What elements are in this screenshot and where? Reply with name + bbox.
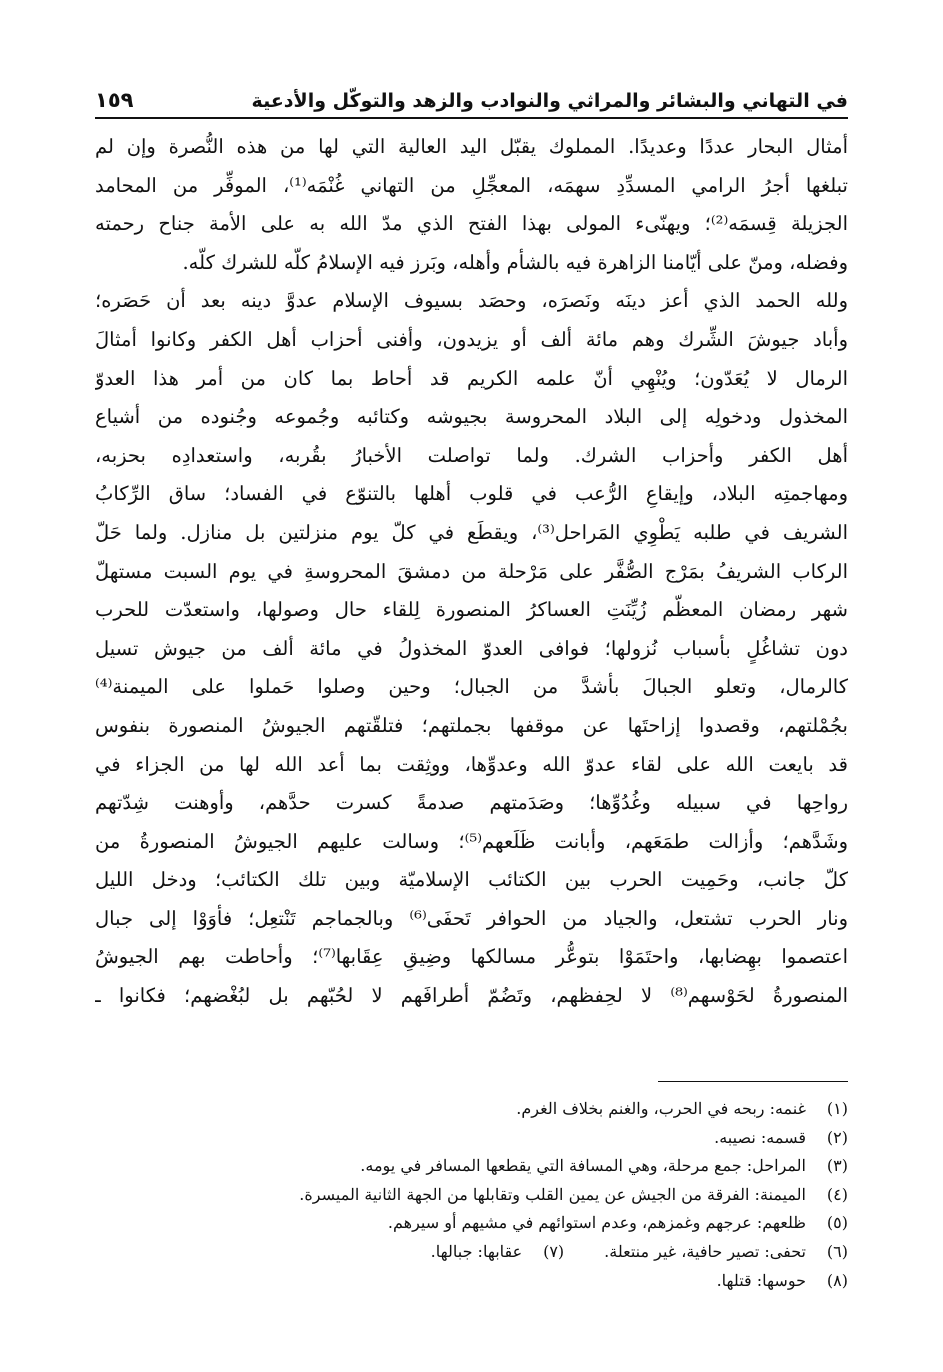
text-line: أهل الكفر وأحزاب الشرك. ولما تواصلت الأخبارُ بقُربه، واستعدادِه بحزبه، xyxy=(95,443,848,467)
text-line: وشَدَّهم؛ وأزالت طمَعَهم، وأبانت ظَلَعهم⁽⁵⁾؛ وسالت عليهم الجيوشُ المنصورةُ من xyxy=(95,829,848,853)
text-line: الجزيلة قِسمَه⁽²⁾؛ ويهنّىء المولى بهذا الفتح الذي مدّ الله به على الأمة جناح رحمته xyxy=(95,212,848,236)
main-text xyxy=(95,128,848,1016)
text-line: بجُمْلتهم، وقصدوا إزاحتَها عن موقفها بجملتهم؛ فتلقّتهم الجيوشُ المنصورة بنفوس xyxy=(95,713,848,737)
text-line: وأباد جيوشَ الشِّرك وهم مائة ألف أو يزيدون، وأفنى أحزاب أهل الكفر وكانوا أمثالَ xyxy=(95,327,848,351)
text-line: ونار الحرب تشتعل، والجياد من الحوافر تَحفَى⁽⁶⁾ وبالجماجم تَنْتعِل؛ فأوَوْا إلى جبال xyxy=(95,906,848,930)
footnote-text: حوسها: قتلها. xyxy=(716,1270,806,1290)
text-line: شهر رمضان المعظّم زُيِّنَتِ العساكرُ المنصورة لِلقاء حال وصولها، واستعدّت للحرب xyxy=(95,598,848,622)
footnote xyxy=(95,1181,848,1210)
footnote xyxy=(95,1209,848,1238)
footnote-text: الميمنة: الفرقة من الجيش عن يمين القلب وتقابلها من الجهة الثانية الميسرة. xyxy=(299,1184,806,1204)
footnote-number: (٤) xyxy=(826,1184,848,1204)
footnote-number: (٧) xyxy=(543,1241,565,1261)
footnote xyxy=(95,1238,848,1267)
header-rule xyxy=(95,117,848,119)
text-line: رواحِها في سبيله وغُدُوِّها؛ وصَدَمتهم صدمةً كسرت حدَّهم، وأوهنت شِدّتهم xyxy=(95,791,848,815)
footnote xyxy=(95,1152,848,1181)
text-line: اعتصموا بهِضابها، واحتَمَوْا بتوعُّر مسالكها وضِيقِ عِقَابها⁽⁷⁾؛ وأحاطت بهم الجيوشُ xyxy=(95,945,848,969)
footnote xyxy=(95,1124,848,1153)
text-line: كلّ جانب، وحَمِيت الحرب بين الكتائب الإسلاميّة وبين تلك الكتائب؛ ودخل الليل xyxy=(95,868,848,892)
text-line: تبلغها أجرُ الرامي المسدِّدِ سهمَه، المعجِّلِ من التهاني غُنْمَه⁽¹⁾، الموفِّر من المحامد xyxy=(95,173,848,197)
text-line: كالرمال، وتعلو الجبالَ بأشدَّ من الجبال؛ وحين وصلوا حَملوا على الميمنة⁽⁴⁾ xyxy=(95,675,848,699)
footnote-text: عقابها: جبالها. xyxy=(430,1241,523,1261)
text-line: ومهاجمتِه البلاد، وإيقاعِ الرُّعب في قلوب أهلها بالتنوّع في الفساد؛ ساق الرِّكابُ xyxy=(95,482,848,506)
footnote-text: ظلعهم: عرجهم وغمزهم، وعدم استوائهم في مشيهم أو سيرهم. xyxy=(387,1213,806,1233)
footnotes xyxy=(95,1095,848,1295)
text-line: وفضله، ومنّ على أيّامنا الزاهرة فيه بالشأم وأهله، وبَرز فيه الإسلامُ كلّه للشرك كلّه. xyxy=(182,250,848,274)
footnote-text: المراحل: جمع مرحلة، وهي المسافة التي يقطعها المسافر في يومه. xyxy=(360,1156,806,1176)
text-line: ولله الحمد الذي أعز دينَه ونَصرَه، وحصَد بسيوف الإسلام عدوَّ دينه بعد أن حَصَره؛ xyxy=(95,289,848,313)
footnote-number: (١) xyxy=(826,1099,848,1118)
text-line: قد بايعت الله على لقاء عدوّ الله وعدوِّها، ووثِقت بما أعد الله لها من الجزاء في xyxy=(95,752,848,776)
text-line: الركاب الشريفُ بمَرْج الصُّفَّر على مَرْحلة من دمشقَ المحروسةِ في يوم السبت مستهلّ xyxy=(95,559,848,583)
footnote xyxy=(95,1095,848,1124)
footnote-text: قسمه: نصيبه. xyxy=(714,1127,806,1147)
footnote-rule xyxy=(658,1081,848,1082)
text-line: الرمال لا يُعَدّون؛ ويُنْهِي أنّ علمه الكريم قد أحاط بما كان من أمر هذا العدوّ xyxy=(95,366,848,390)
page-header xyxy=(95,78,848,112)
text-line: المنصورةُ لحَوْسهم⁽⁸⁾ لا لحِفظهم، وتَضُمّ أطرافَهم لا لحُبّهم بل لبُغْضهم؛ فكانوا ـ xyxy=(95,984,848,1008)
footnote-number: (٥) xyxy=(826,1213,848,1233)
page-number: ١٥٩ xyxy=(95,88,134,112)
footnote-number: (٢) xyxy=(826,1127,848,1147)
running-title: في التهاني والبشائر والمراثي والنوادب والزهد والتوكّل والأدعية xyxy=(251,90,848,112)
footnote-number: (٦) xyxy=(826,1241,848,1261)
text-line: دون تشاغُلٍ بأسباب نُزولها؛ فوافى العدوّ المخذولُ في مائة ألف من جيوش تسيل xyxy=(95,636,848,660)
text-line: المخذول ودخولِه إلى البلاد المحروسة بجيوشه وكتائبه وجُموعه وجُنوده من أشياع xyxy=(95,405,848,429)
footnote-number: (٣) xyxy=(826,1156,848,1176)
footnote-text: غنمه: ربحه في الحرب، والغنم بخلاف الغرم. xyxy=(516,1099,806,1118)
text-line: الشريف في طلبه يَطْوِي المَراحل⁽³⁾، ويقطَع في كلّ يوم منزلتين بل منازل. ولما حَلّ xyxy=(95,520,848,544)
footnote-text: تحفى: تصير حافية، غير منتعلة. xyxy=(604,1241,806,1261)
footnote-number: (٨) xyxy=(826,1270,848,1290)
text-line: أمثال البحار عددًا وعديدًا. المملوك يقبّل اليد العالية التي لها من هذه النُّصرة وإن لم xyxy=(95,135,848,158)
footnote xyxy=(95,1267,848,1296)
